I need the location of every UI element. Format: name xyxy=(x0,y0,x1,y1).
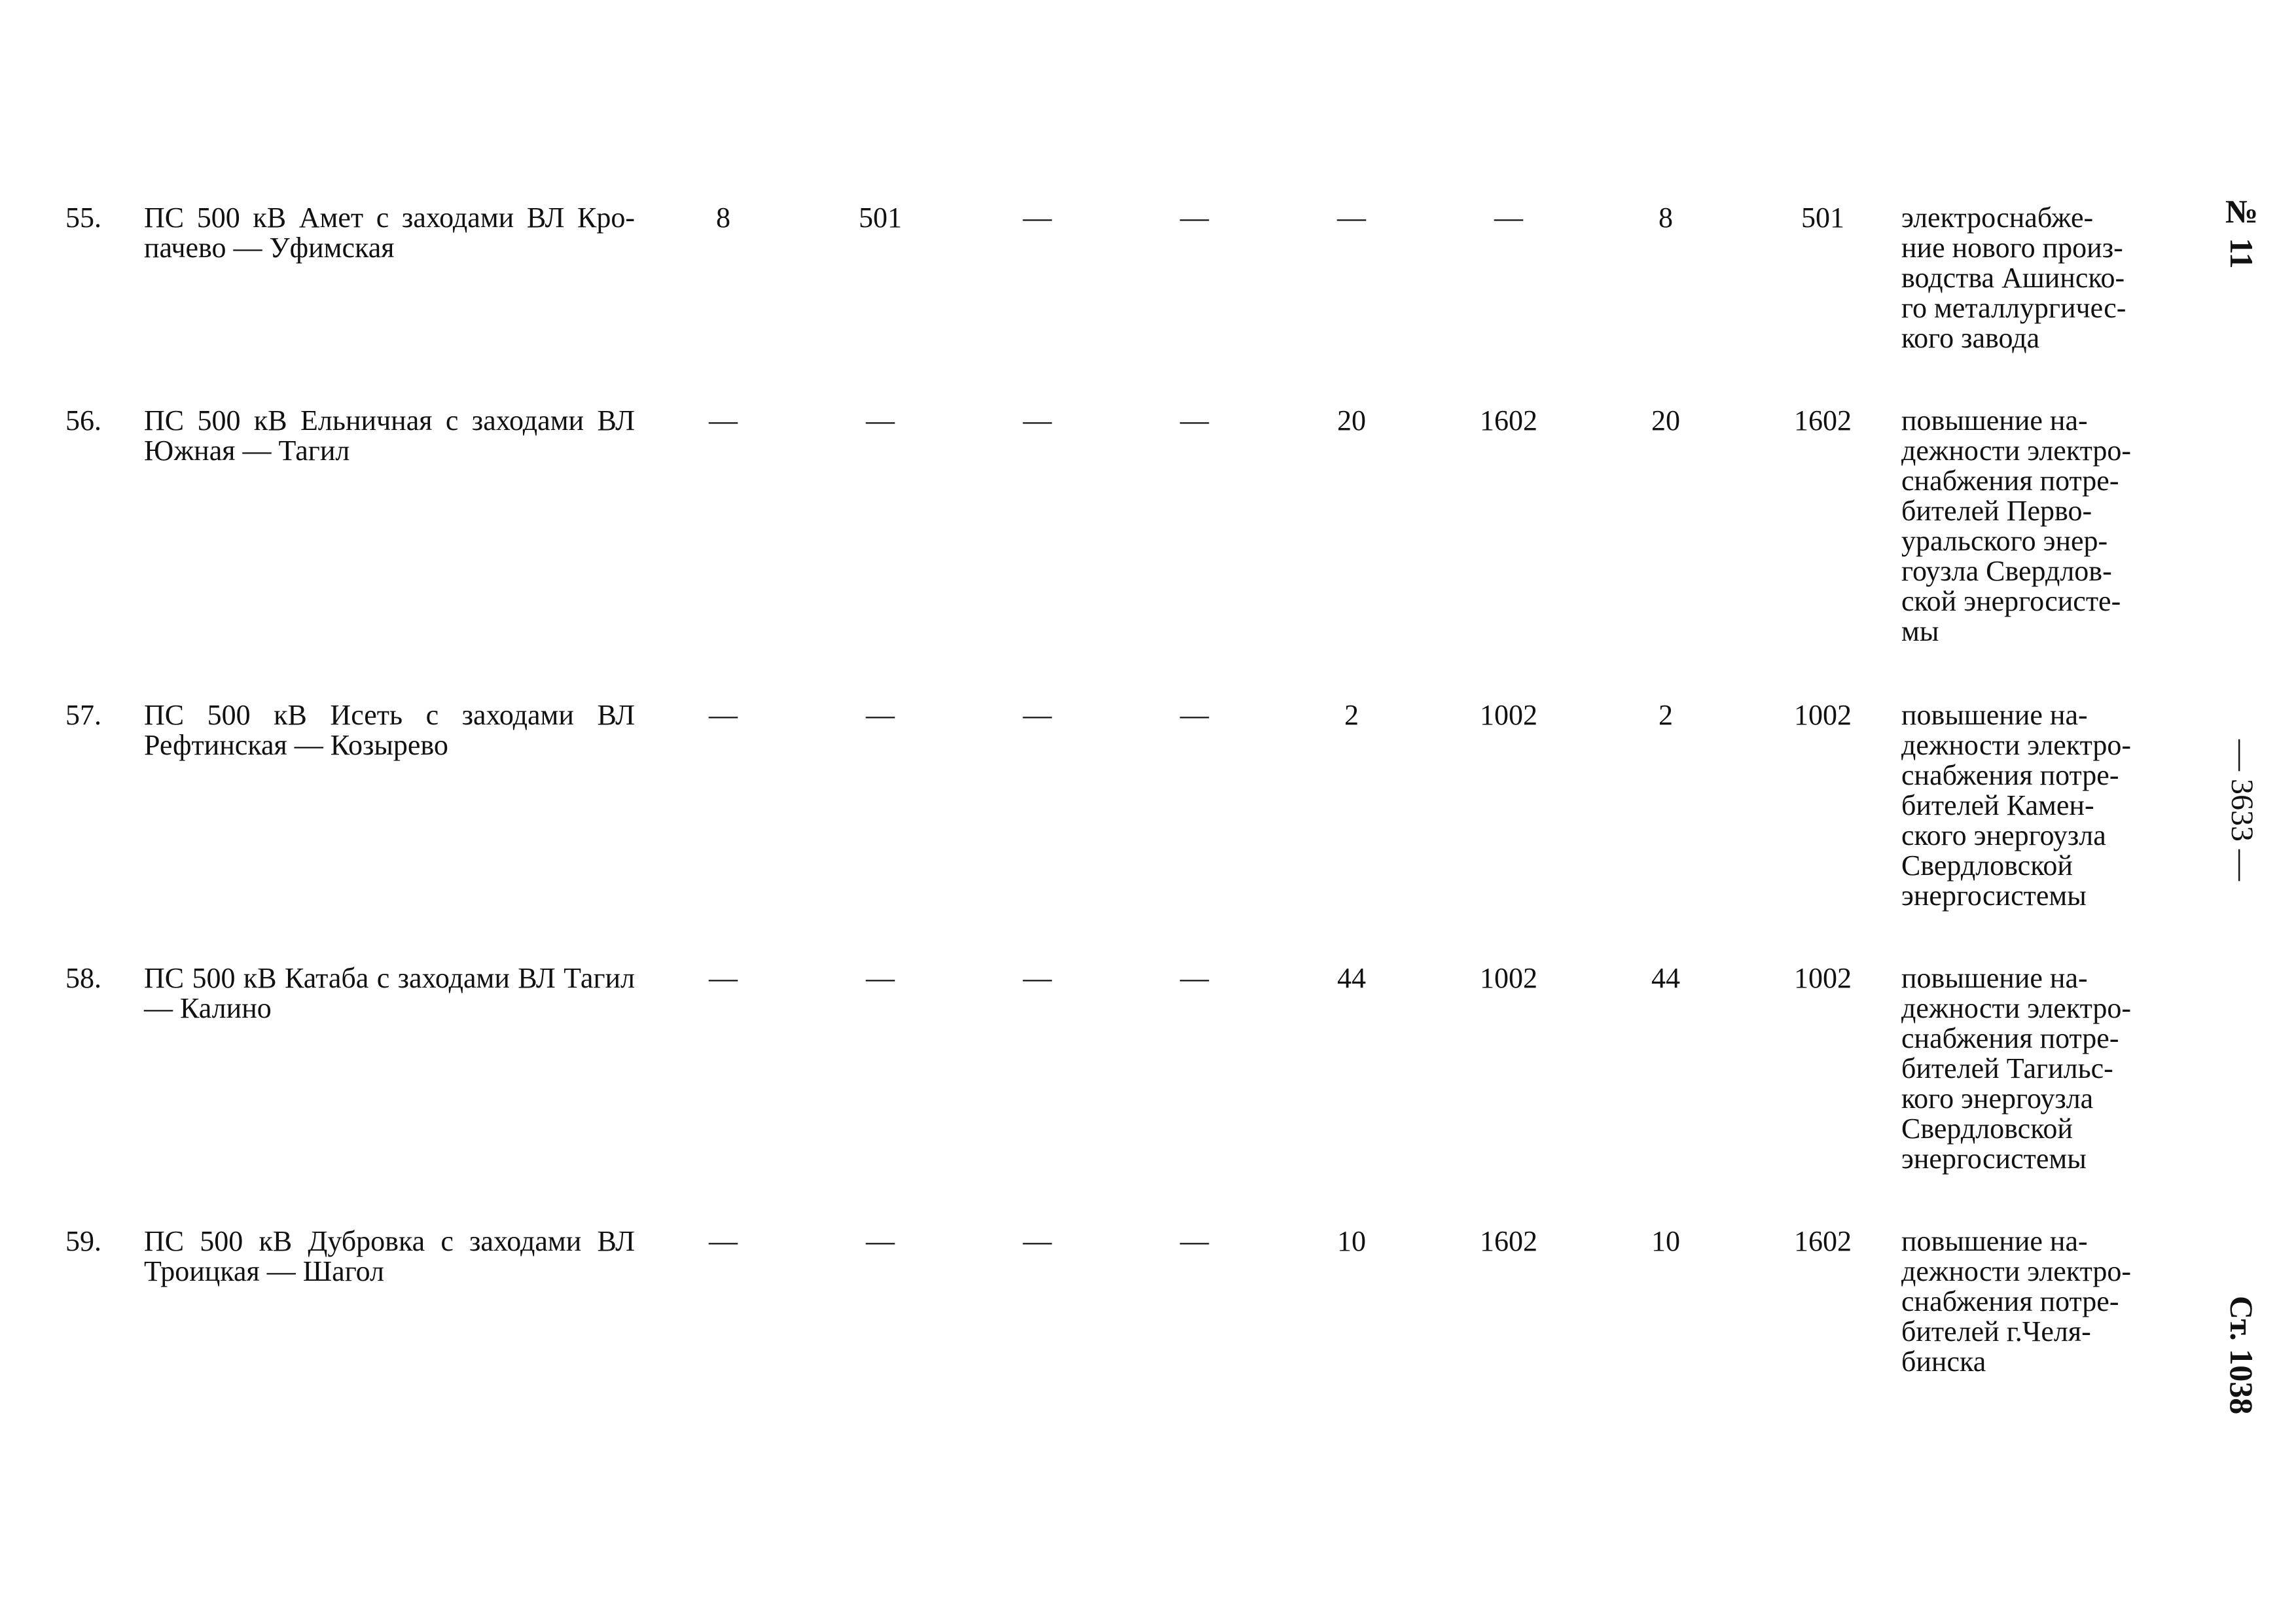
value-cell: — xyxy=(1180,404,1209,437)
value-cell: — xyxy=(1023,1225,1052,1257)
row-number: 55. xyxy=(65,202,101,234)
value-cell: 44 xyxy=(1337,962,1366,994)
value-cell: 1002 xyxy=(1794,962,1852,994)
value-cell: — xyxy=(709,1225,738,1257)
value-cell: 1602 xyxy=(1794,1225,1852,1257)
value-cell: — xyxy=(1180,962,1209,994)
purpose-text: повышение на- дежности электро- снабжения потре- бителей Перво- уральского энер- гоузла Свердлов- ской энергосисте- мы xyxy=(1901,404,2132,647)
value-cell: 1602 xyxy=(1480,404,1537,437)
value-cell: — xyxy=(1337,202,1366,234)
value-cell: — xyxy=(1023,404,1052,437)
value-cell: — xyxy=(866,404,895,437)
value-cell: 501 xyxy=(859,202,902,234)
value-cell: — xyxy=(1023,699,1052,731)
value-cell: 501 xyxy=(1801,202,1844,234)
article-number: Ст. 1038 xyxy=(2223,1296,2260,1415)
purpose-text: электроснабже- ние нового произ- водства Ашинско- го металлургичес- кого завода xyxy=(1901,202,2126,354)
value-cell: 8 xyxy=(716,202,730,234)
value-cell: 10 xyxy=(1337,1225,1366,1257)
value-cell: — xyxy=(1180,699,1209,731)
value-cell: — xyxy=(1023,962,1052,994)
value-cell: 1002 xyxy=(1480,699,1537,731)
row-number: 57. xyxy=(65,699,101,731)
value-cell: 1002 xyxy=(1794,699,1852,731)
row-title: ПС 500 кВ Ельничная с заходами ВЛ Южная — Тагил xyxy=(144,404,635,467)
row-title: ПС 500 кВ Дубровка с заходами ВЛ Троицкая — Шагол xyxy=(144,1225,635,1287)
row-number: 59. xyxy=(65,1225,101,1257)
issue-number: № 11 xyxy=(2223,193,2260,269)
value-cell: 2 xyxy=(1659,699,1673,731)
value-cell: — xyxy=(1180,1225,1209,1257)
value-cell: 20 xyxy=(1651,404,1680,437)
value-cell: — xyxy=(709,699,738,731)
value-cell: 8 xyxy=(1659,202,1673,234)
value-cell: 10 xyxy=(1651,1225,1680,1257)
value-cell: 1602 xyxy=(1794,404,1852,437)
row-title: ПС 500 кВ Катаба с заходами ВЛ Тагил — Калино xyxy=(144,962,635,1024)
page-number: — 3633 — xyxy=(2225,740,2259,881)
value-cell: — xyxy=(866,1225,895,1257)
value-cell: — xyxy=(866,699,895,731)
value-cell: 20 xyxy=(1337,404,1366,437)
value-cell: 1002 xyxy=(1480,962,1537,994)
value-cell: 2 xyxy=(1344,699,1359,731)
row-title: ПС 500 кВ Исеть с заходами ВЛ Рефтинская — Козырево xyxy=(144,699,635,761)
value-cell: — xyxy=(1180,202,1209,234)
row-number: 58. xyxy=(65,962,101,994)
value-cell: — xyxy=(1023,202,1052,234)
value-cell: 1602 xyxy=(1480,1225,1537,1257)
value-cell: — xyxy=(709,404,738,437)
value-cell: 44 xyxy=(1651,962,1680,994)
value-cell: — xyxy=(1494,202,1523,234)
value-cell: — xyxy=(709,962,738,994)
row-number: 56. xyxy=(65,404,101,437)
value-cell: — xyxy=(866,962,895,994)
row-title: ПС 500 кВ Амет с заходами ВЛ Кро-пачево — Уфимская xyxy=(144,202,635,264)
purpose-text: повышение на- дежности электро- снабжения потре- бителей Тагильс- кого энергоузла Свердловской энергосистемы xyxy=(1901,962,2132,1175)
purpose-text: повышение на- дежности электро- снабжения потре- бителей Камен- ского энергоузла Свердловской энергосистемы xyxy=(1901,699,2132,912)
purpose-text: повышение на- дежности электро- снабжения потре- бителей г.Челя- бинска xyxy=(1901,1225,2132,1378)
